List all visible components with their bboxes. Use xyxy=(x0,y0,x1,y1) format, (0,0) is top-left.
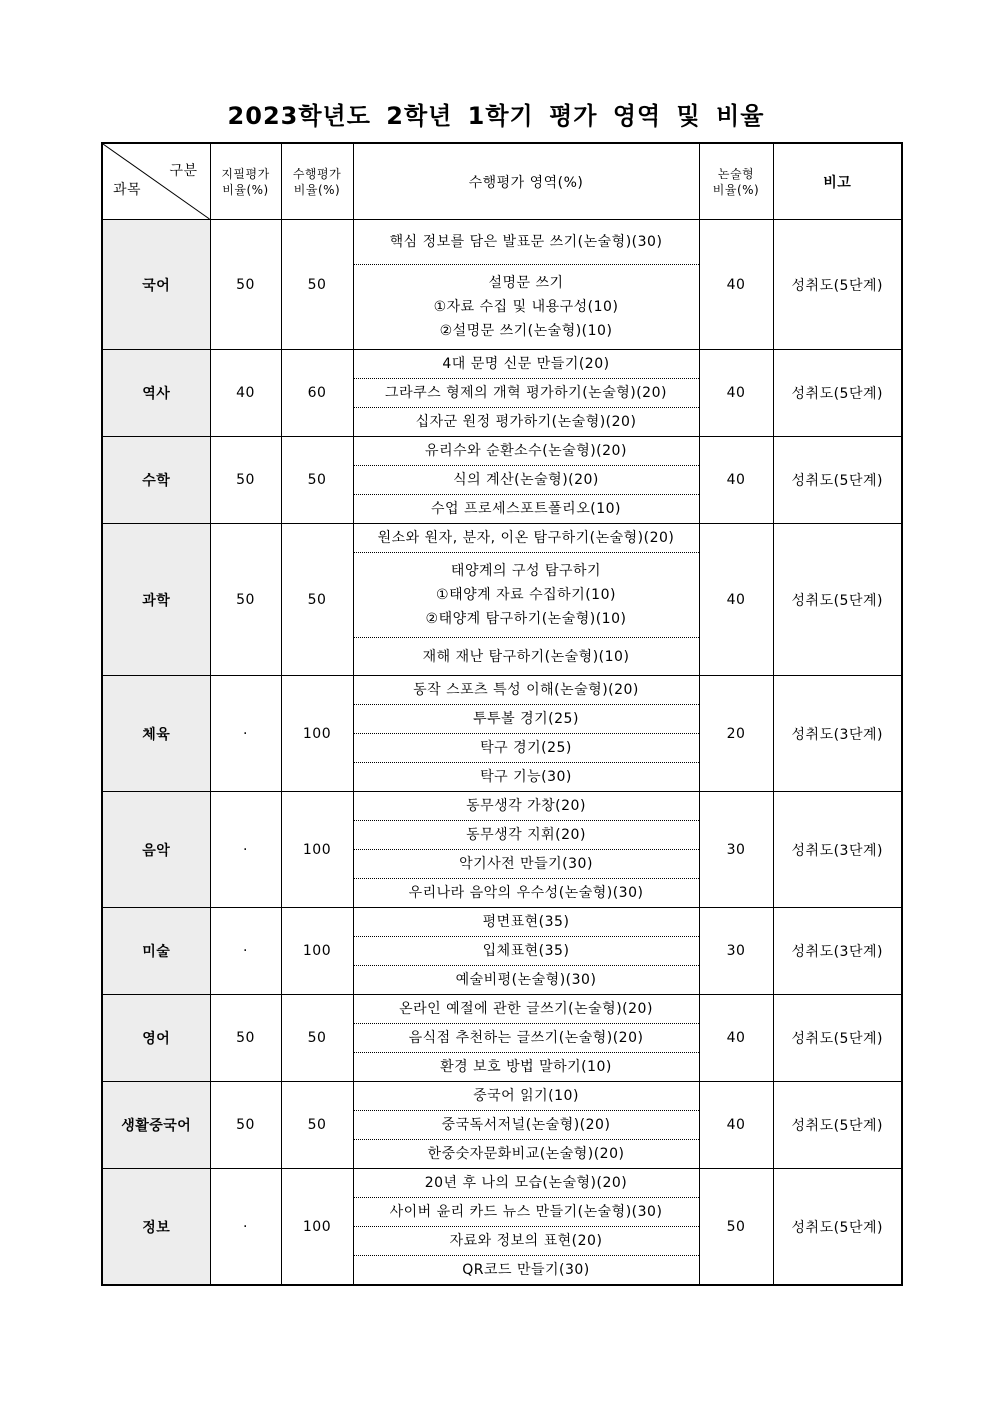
performance-area-cell xyxy=(353,437,699,524)
performance-item xyxy=(354,1256,699,1284)
performance-area-cell xyxy=(353,792,699,908)
performance-item xyxy=(354,379,699,408)
header-performance-ratio xyxy=(281,143,353,220)
header-performance-line1: 수행평가 xyxy=(292,166,342,181)
performance-item xyxy=(354,1024,699,1053)
performance-item xyxy=(354,1140,699,1168)
performance-item-text: 식의 계산(논술형)(20) xyxy=(453,472,599,488)
performance-item-text: 동무생각 지휘(20) xyxy=(466,827,586,843)
written-ratio-cell: · xyxy=(210,908,281,995)
performance-item-text: 예술비평(논술형)(30) xyxy=(455,972,597,988)
performance-item xyxy=(354,676,699,705)
subject-cell: 음악 xyxy=(102,792,210,908)
performance-item-text: 20년 후 나의 모습(논술형)(20) xyxy=(424,1175,628,1191)
performance-item xyxy=(354,821,699,850)
note-cell: 성취도(5단계) xyxy=(773,350,902,437)
performance-item-text: 사이버 윤리 카드 뉴스 만들기(논술형)(30) xyxy=(389,1204,663,1220)
performance-item-text: QR코드 만들기(30) xyxy=(462,1262,590,1278)
performance-item xyxy=(354,937,699,966)
performance-item xyxy=(354,1111,699,1140)
subject-cell: 과학 xyxy=(102,524,210,676)
performance-area-cell xyxy=(353,220,699,350)
note-cell: 성취도(3단계) xyxy=(773,676,902,792)
performance-item xyxy=(354,220,699,265)
performance-area-cell xyxy=(353,676,699,792)
performance-item-text: 재해 재난 탐구하기(논술형)(10) xyxy=(422,648,630,665)
subject-cell: 수학 xyxy=(102,437,210,524)
performance-item xyxy=(354,495,699,523)
performance-item-text: 탁구 기능(30) xyxy=(480,769,572,785)
performance-item xyxy=(354,879,699,907)
table-row xyxy=(102,908,902,995)
performance-item-text: 중국독서저널(논술형)(20) xyxy=(441,1117,611,1133)
table-row xyxy=(102,1169,902,1286)
performance-area-cell xyxy=(353,524,699,676)
essay-ratio-cell: 20 xyxy=(699,676,773,792)
table-row xyxy=(102,220,902,350)
performance-ratio-cell: 100 xyxy=(281,792,353,908)
note-cell: 성취도(3단계) xyxy=(773,792,902,908)
performance-item-text: 환경 보호 방법 말하기(10) xyxy=(440,1059,612,1075)
subject-cell: 생활중국어 xyxy=(102,1082,210,1169)
performance-ratio-cell: 100 xyxy=(281,676,353,792)
performance-item-text: 핵심 정보를 담은 발표문 쓰기(논술형)(30) xyxy=(389,234,663,250)
performance-item xyxy=(354,437,699,466)
essay-ratio-cell: 40 xyxy=(699,437,773,524)
performance-item-text: 우리나라 음악의 우수성(논술형)(30) xyxy=(408,885,644,901)
note-cell: 성취도(3단계) xyxy=(773,908,902,995)
written-ratio-cell: · xyxy=(210,676,281,792)
performance-item-text: 그라쿠스 형제의 개혁 평가하기(논술형)(20) xyxy=(385,385,667,401)
header-note: 비고 xyxy=(773,143,902,220)
page-title: 2023학년도 2학년 1학기 평가 영역 및 비율 xyxy=(227,102,765,130)
subject-cell: 역사 xyxy=(102,350,210,437)
performance-item xyxy=(354,966,699,994)
header-essay-line2: 비율(%) xyxy=(712,182,760,197)
table-header-row xyxy=(102,143,902,220)
performance-item-text: 자료와 정보의 표현(20) xyxy=(449,1233,603,1249)
performance-ratio-cell: 100 xyxy=(281,1169,353,1286)
performance-area-cell xyxy=(353,1082,699,1169)
written-ratio-cell: 50 xyxy=(210,1082,281,1169)
written-ratio-cell: 40 xyxy=(210,350,281,437)
performance-ratio-cell: 100 xyxy=(281,908,353,995)
performance-item xyxy=(354,1169,699,1198)
performance-item-text: 한중숫자문화비교(논술형)(20) xyxy=(427,1146,625,1162)
performance-ratio-cell: 50 xyxy=(281,524,353,676)
performance-item-text: 중국어 읽기(10) xyxy=(473,1088,579,1104)
header-essay-line1: 논술형 xyxy=(717,166,755,181)
performance-item-text: 입체표현(35) xyxy=(482,943,570,959)
essay-ratio-cell: 30 xyxy=(699,792,773,908)
header-written-line2: 비율(%) xyxy=(222,182,269,197)
note-cell: 성취도(5단계) xyxy=(773,437,902,524)
performance-item xyxy=(354,350,699,379)
performance-item xyxy=(354,1198,699,1227)
subject-cell: 영어 xyxy=(102,995,210,1082)
header-written-ratio xyxy=(210,143,281,220)
performance-item-text: 동작 스포츠 특성 이해(논술형)(20) xyxy=(413,682,639,698)
essay-ratio-cell: 50 xyxy=(699,1169,773,1286)
performance-item-text: ②설명문 쓰기(논술형)(10) xyxy=(439,323,613,339)
table-row xyxy=(102,995,902,1082)
header-written-line1: 지필평가 xyxy=(221,166,270,181)
written-ratio-cell: 50 xyxy=(210,220,281,350)
subject-cell: 정보 xyxy=(102,1169,210,1286)
essay-ratio-cell: 40 xyxy=(699,1082,773,1169)
performance-item xyxy=(354,734,699,763)
table-row xyxy=(102,350,902,437)
performance-item-text: 설명문 쓰기 xyxy=(488,275,564,291)
performance-item-text: 태양계의 구성 탐구하기 xyxy=(450,563,602,579)
performance-item-text: 평면표현(35) xyxy=(482,914,570,930)
performance-item-text: 원소와 원자, 분자, 이온 탐구하기(논술형)(20) xyxy=(377,530,675,546)
subject-cell: 미술 xyxy=(102,908,210,995)
evaluation-table xyxy=(101,142,903,1286)
subject-cell: 국어 xyxy=(102,220,210,350)
performance-item-text: 악기사전 만들기(30) xyxy=(459,856,593,872)
written-ratio-cell: 50 xyxy=(210,524,281,676)
note-cell: 성취도(5단계) xyxy=(773,1082,902,1169)
performance-item xyxy=(354,1082,699,1111)
essay-ratio-cell: 40 xyxy=(699,995,773,1082)
performance-item xyxy=(354,638,699,675)
header-performance-line2: 비율(%) xyxy=(293,182,341,197)
performance-item xyxy=(354,524,699,553)
performance-item xyxy=(354,466,699,495)
note-cell: 성취도(5단계) xyxy=(773,995,902,1082)
performance-item xyxy=(354,792,699,821)
performance-item-text: 동무생각 가창(20) xyxy=(466,798,586,814)
written-ratio-cell: 50 xyxy=(210,995,281,1082)
performance-item-text: 온라인 예절에 관한 글쓰기(논술형)(20) xyxy=(399,1001,653,1017)
performance-item xyxy=(354,995,699,1024)
performance-item xyxy=(354,408,699,436)
subject-cell: 체육 xyxy=(102,676,210,792)
essay-ratio-cell: 40 xyxy=(699,350,773,437)
table-row xyxy=(102,524,902,676)
written-ratio-cell: · xyxy=(210,792,281,908)
table-row xyxy=(102,676,902,792)
performance-item-text: 4대 문명 신문 만들기(20) xyxy=(442,356,610,372)
performance-area-cell xyxy=(353,1169,699,1286)
performance-ratio-cell: 50 xyxy=(281,1082,353,1169)
performance-item-text: 유리수와 순환소수(논술형)(20) xyxy=(425,443,627,459)
essay-ratio-cell: 40 xyxy=(699,220,773,350)
performance-item xyxy=(354,1227,699,1256)
note-cell: 성취도(5단계) xyxy=(773,220,902,350)
table-row xyxy=(102,437,902,524)
performance-ratio-cell: 60 xyxy=(281,350,353,437)
performance-item xyxy=(354,1053,699,1081)
table-row xyxy=(102,792,902,908)
written-ratio-cell: 50 xyxy=(210,437,281,524)
performance-item xyxy=(354,908,699,937)
note-cell: 성취도(5단계) xyxy=(773,1169,902,1286)
performance-area-cell xyxy=(353,350,699,437)
performance-item xyxy=(354,553,699,638)
performance-item-text: 음식점 추천하는 글쓰기(논술형)(20) xyxy=(408,1030,644,1046)
performance-ratio-cell: 50 xyxy=(281,220,353,350)
header-gubun: 구분 xyxy=(169,163,198,179)
performance-item xyxy=(354,763,699,791)
table-row xyxy=(102,1082,902,1169)
performance-item-text: ②태양계 탐구하기(논술형)(10) xyxy=(425,611,627,627)
performance-item xyxy=(354,705,699,734)
performance-item-text: ①자료 수집 및 내용구성(10) xyxy=(433,299,619,315)
header-essay-ratio xyxy=(699,143,773,220)
performance-ratio-cell: 50 xyxy=(281,995,353,1082)
performance-item-text: 투투볼 경기(25) xyxy=(473,711,579,727)
written-ratio-cell: · xyxy=(210,1169,281,1286)
performance-item-text: 수업 프로세스포트폴리오(10) xyxy=(431,501,621,517)
performance-item-text: 십자군 원정 평가하기(논술형)(20) xyxy=(415,414,637,430)
performance-ratio-cell: 50 xyxy=(281,437,353,524)
header-diagonal-cell xyxy=(102,143,210,220)
performance-item-text: ①태양계 자료 수집하기(10) xyxy=(436,587,616,603)
performance-item-text: 탁구 경기(25) xyxy=(480,740,572,756)
essay-ratio-cell: 40 xyxy=(699,524,773,676)
performance-area-cell xyxy=(353,995,699,1082)
note-cell: 성취도(5단계) xyxy=(773,524,902,676)
performance-item xyxy=(354,850,699,879)
header-gwamok: 과목 xyxy=(113,182,142,198)
essay-ratio-cell: 30 xyxy=(699,908,773,995)
performance-area-cell xyxy=(353,908,699,995)
header-performance-area: 수행평가 영역(%) xyxy=(353,143,699,220)
performance-item xyxy=(354,265,699,349)
